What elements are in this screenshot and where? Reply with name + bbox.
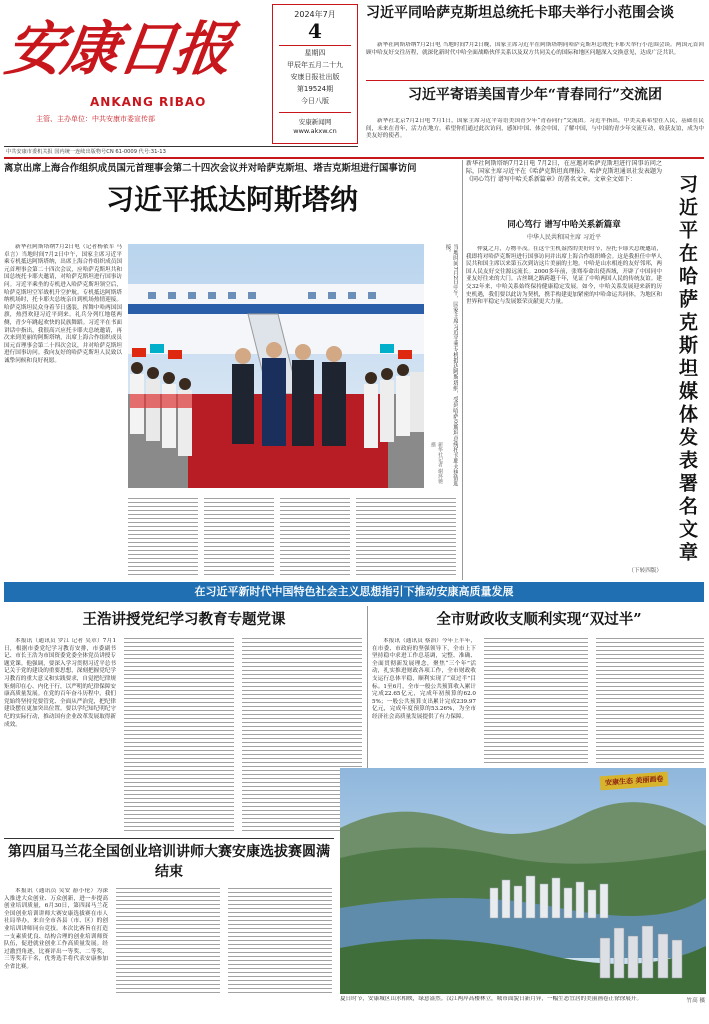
- local-story-1: [4, 608, 364, 838]
- lead-story: [4, 160, 460, 580]
- date-box: [272, 4, 358, 144]
- side-continued: （下转四版）: [628, 568, 662, 574]
- website-name: 安康新闻网: [298, 118, 332, 126]
- year-month: 2024年7月: [294, 10, 336, 19]
- weekday: 星期四: [304, 49, 326, 57]
- photo-credit: 新华社记者 谢环驰 摄: [430, 442, 443, 484]
- logo-text: 安康日报: [1, 15, 235, 83]
- city-photo-caption-text: 夏日时节，安康城区山水相映，绿意盎然。汉江两岸高楼林立，城市面貌日新月异，一幅生态宜居的美丽画卷正徐徐展开。: [340, 996, 643, 1002]
- publisher: 安康日报社出版: [290, 73, 340, 81]
- lead-headline: 习近平抵达阿斯塔纳: [105, 183, 358, 216]
- lead-continuation-col-4: [356, 498, 456, 576]
- local-story-2-body: 本报讯（通讯员 蔡治）今年上半年，在市委、市政府的坚强领导下，全市上下坚持稳中求进工作总基调，完整、准确、全面贯彻新发展理念，聚焦“三个年”活动，扎实推进财政各项工作，全市财政收支运行总体平稳，顺利实现了“双过半”目标。1至6月，全市一般公共预算收入累计完成22.65亿元，完成年初预算的62.05%；一般公共预算支出累计完成239.97亿元，完成年度预算的53.26%，为全市经济社会高质量发展提供了有力保障。: [372, 638, 476, 720]
- city-photo: [340, 768, 706, 994]
- local-story-2-col-3: [596, 638, 704, 766]
- side-body: 仲夏之月，万物丰茂。在这个生机盎然的美好时节，应托卡耶夫总统邀请，我即将对哈萨克斯坦进行国事访问并出席上海合作组织峰会。这是我担任中华人民共和国主席以来第五次到访这片美丽的土地。中哈是山水相连的友好邻邦，两国人民友好交往源远流长。2000多年前，张骞奉命出使西域，开辟了中国同中亚友好往来的大门。古丝绸之路跨越千年，见证了中哈两国人民的传统友谊。建交32年来，中哈关系始终保持健康稳定发展。如今，中哈关系发展迎来新的历史机遇，我们要以此访为契机，携手构建更加紧密的中哈命运共同体，为地区和世界和平稳定与发展繁荣贡献更大力量。: [466, 246, 662, 306]
- website-url[interactable]: www.akxw.cn: [293, 127, 337, 135]
- photo-side-caption: 当地时间7月2日中午，国家主席习近平乘专机抵达阿斯塔纳，受到哈萨克斯坦总统托卡耶夫热情迎接。: [444, 244, 458, 487]
- local-story-3: [4, 838, 334, 998]
- lunar-date: 甲辰年五月二十九: [287, 61, 343, 69]
- top-story-1-headline: 习近平同哈萨克斯坦总统托卡耶夫举行小范围会谈: [366, 5, 674, 21]
- lead-continuation-col-3: [280, 498, 350, 576]
- top-story-2-body: 新华社北京7月2日电 7月1日，国家主席习近平寄语美国青少年“青春同行”交流团。习近平指出，中美关系希望在人民，基础在民间，未来在青年，活力在地方。希望你们通过此次访问，感知中国、体会中国，了解中国，与中国的青少年交流互动，收获友谊，成为中美友好的使者。: [366, 118, 704, 140]
- theme-banner: [4, 582, 704, 602]
- masthead-info-line: 中共安康市委机关报 国内统一连续出版物号CN 61-0009 代号:31-13: [6, 149, 166, 155]
- day-number: 4: [308, 19, 322, 43]
- top-story-1: [366, 2, 704, 76]
- side-vertical-title: 习近平在哈萨克斯坦媒体发表署名文章: [676, 173, 698, 565]
- photo-stamp: 安康生态 美丽画卷: [600, 772, 669, 791]
- side-sub-title: 同心笃行 谱写中哈关系新篇章: [507, 220, 621, 230]
- local-story-3-headline: 第四届马兰花全国创业培训讲师大赛安康选拔赛圆满结束: [8, 844, 330, 880]
- romanized-title: ANKANG RIBAO: [90, 95, 207, 109]
- city-photo-caption: [340, 996, 706, 1020]
- side-intro: 新华社阿斯塔纳7月2日电 7月2日，在应邀对哈萨克斯坦进行国事访问之际，国家主席习近平在《哈萨克斯坦真理报》、哈萨克斯坦通讯社发表题为《同心笃行 谱写中哈关系新篇章》的署名文章。文章全文如下：: [466, 160, 662, 183]
- lead-photo: [128, 244, 424, 488]
- top-story-2-headline: 习近平寄语美国青少年“青春同行”交流团: [407, 87, 663, 103]
- city-photo-credit: 竹高 摄: [686, 998, 706, 1004]
- local-story-3-headline-line: [4, 842, 334, 882]
- top-story-1-body: 新华社阿斯塔纳7月2日电 当地时间7月2日晚，国家主席习近平在阿斯塔纳同哈萨克斯坦总统托卡耶夫举行小范围会谈。两国元首回顾中哈友好交往历程，就深化新时代中哈全面战略伙伴关系以及双方共同关心的国际和地区问题深入交换意见，达成广泛共识。: [366, 42, 704, 56]
- local-story-2-headline: 全市财政收支顺利实现“双过半”: [436, 611, 642, 628]
- side-article: [466, 160, 706, 580]
- page-count: 今日八版: [301, 97, 329, 105]
- local-story-2: [372, 608, 706, 768]
- theme-banner-text: 在习近平新时代中国特色社会主义思想指引下推动安康高质量发展: [194, 585, 514, 598]
- lead-body: 新华社阿斯塔纳7月2日电（记者杨依军 马卓言）当地时间7月2日中午，国家主席习近平乘专机抵达阿斯塔纳，出席上海合作组织成员国元首理事会第二十四次会议，应哈萨克斯坦共和国总统托卡耶夫邀请，对哈萨克斯坦进行国事访问。习近平乘坐的专机进入哈萨克斯坦领空后，哈萨克斯坦空军战机升空护航。专机抵达阿斯塔纳机场时，托卡耶夫总统亲自到机场热情迎接。哈萨克斯坦民众身着节日盛装，挥舞中哈两国国旗，热烈欢迎习近平到来。礼兵分列红地毯两侧，青少年跳起欢快的民族舞蹈。习近平在书面讲话中指出，我很高兴应托卡耶夫总统邀请，再次来到美丽的阿斯塔纳，出席上海合作组织成员国元首理事会第二十四次会议，并对哈萨克斯坦进行国事访问。我向友好的哈萨克斯坦人民致以诚挚问候和良好祝愿。: [4, 244, 122, 364]
- local-story-1-headline: 王浩讲授党纪学习教育专题党课: [82, 611, 286, 628]
- tagline: 主管、主办单位：中共安康市委宣传部: [36, 115, 155, 123]
- local-story-3-body: 本报讯（通讯员 吴安 游小伦）为深入推进大众创业、万众创新，进一步提高创业培训质量，6月30日，第四届马兰花全国创业培训讲师大赛安康选拔赛在市人社局举办，来自全市各县（市、区）的创业培训讲师同台竞技。本次比赛旨在打造一支素质优良、结构合理的创业培训师资队伍，促进就业创业工作高质量发展。经过激烈角逐，比赛评出一等奖、二等奖、三等奖若干名，优秀选手将代表安康参加全省比赛。: [4, 888, 108, 970]
- local-story-3-col-3: [228, 888, 332, 994]
- issue-number: 第19524期: [296, 85, 334, 93]
- local-story-1-body: 本报讯（通讯员 罗江 记者 吴章）7月1日，根据市委党纪学习教育安排，市委副书记、市长王浩为市国资委党委全体党员讲授专题党课。他强调，要深入学习贯彻习近平总书记关于党的建设的重要思想，深刻把握党纪学习教育的重大意义和实践要求，自觉把纪律规矩刻印在心、内化于行，以严明的纪律保障安康高质量发展。在党的百年奋斗历程中，我们党始终坚持党要管党、全面从严治党，把纪律建设摆在更加突出位置。要以学纪知纪明纪守纪的实际行动，推动国有企业改革发展取得新成效。: [4, 638, 116, 728]
- logo-calligraphy: [1, 6, 261, 106]
- top-story-2: [366, 84, 704, 154]
- lead-continuation-col-1: [128, 498, 198, 576]
- lead-continuation-col-2: [204, 498, 274, 576]
- side-byline: 中华人民共和国主席 习近平: [527, 234, 601, 241]
- lead-kicker: 离京出席上海合作组织成员国元首理事会第二十四次会议并对哈萨克斯坦、塔吉克斯坦进行国事访问: [4, 163, 417, 174]
- local-story-3-col-2: [116, 888, 220, 994]
- local-story-2-col-2: [484, 638, 588, 766]
- airport-welcome-scene: [128, 244, 424, 488]
- local-story-1-col-2: [124, 638, 234, 834]
- city-landscape: [340, 768, 706, 994]
